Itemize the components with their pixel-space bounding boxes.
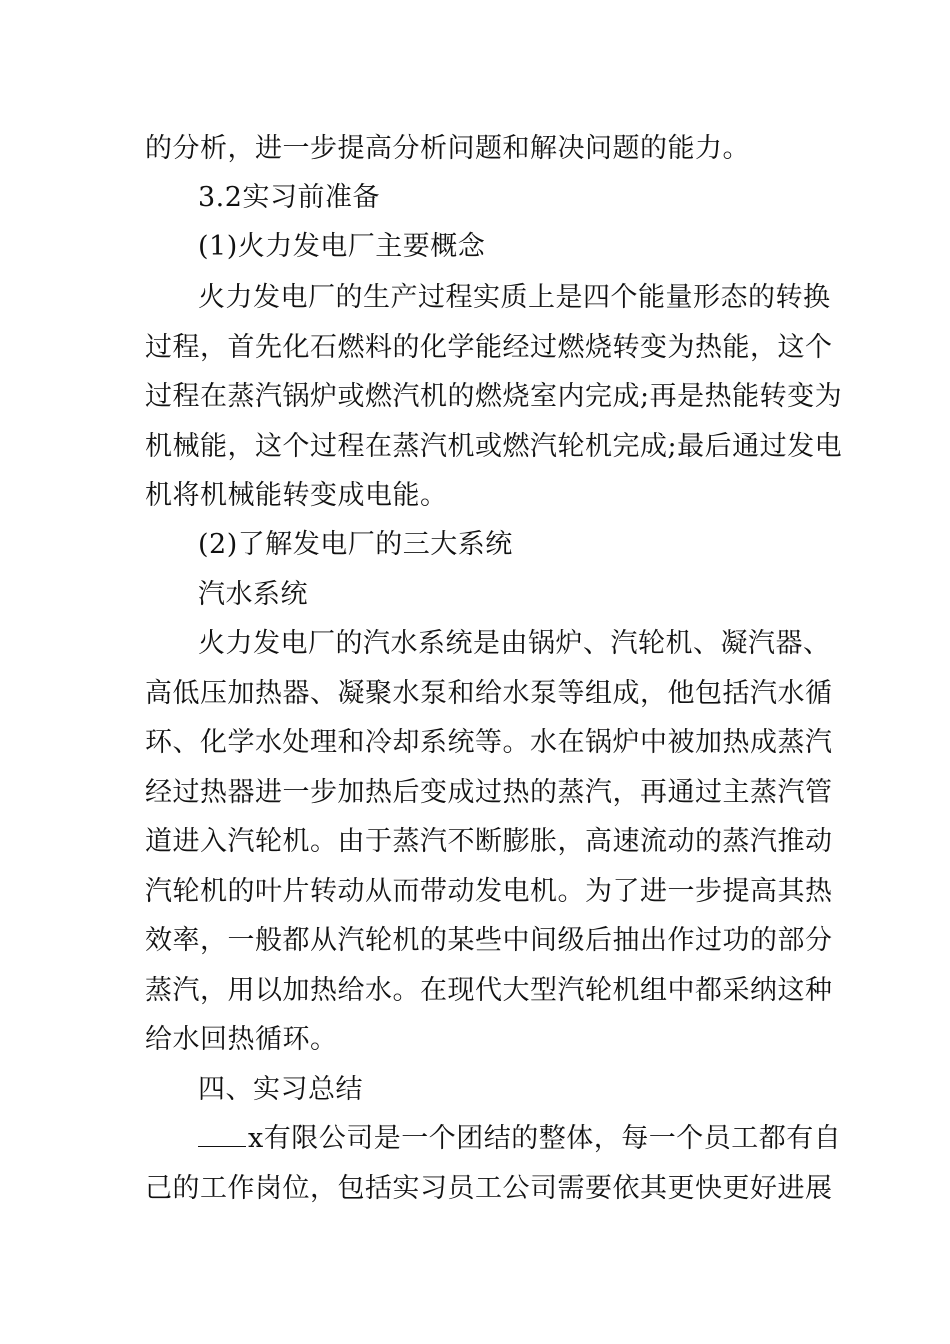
paragraph-line: 道进入汽轮机。由于蒸汽不断膨胀，高速流动的蒸汽推动 xyxy=(145,826,833,857)
paragraph-line: 机将机械能转变成电能。 xyxy=(145,480,448,511)
paragraph-line: 机械能，这个过程在蒸汽机或燃汽轮机完成;最后通过发电 xyxy=(145,431,843,462)
paragraph-line: 过程在蒸汽锅炉或燃汽机的燃烧室内完成;再是热能转变为 xyxy=(145,381,843,412)
paragraph-line: 蒸汽，用以加热给水。在现代大型汽轮机组中都采纳这种 xyxy=(145,975,833,1006)
paragraph-line-with-blank xyxy=(198,1122,841,1156)
paragraph-line: 经过热器进一步加热后变成过热的蒸汽，再通过主蒸汽管 xyxy=(145,777,833,808)
paragraph-line: 高低压加热器、凝聚水泵和给水泵等组成，他包括汽水循 xyxy=(145,678,833,709)
paragraph-line: 过程，首先化石燃料的化学能经过燃烧转变为热能，这个 xyxy=(145,332,833,363)
section-heading-4: 四、实习总结 xyxy=(198,1074,363,1105)
section-heading-3-2: 3.2实习前准备 xyxy=(198,182,380,213)
subheading-steam-water-system: 汽水系统 xyxy=(198,579,308,610)
subheading-2: (2)了解发电厂的三大系统 xyxy=(198,529,513,560)
paragraph-line: 的分析，进一步提高分析问题和解决问题的能力。 xyxy=(145,133,750,164)
paragraph-line: 给水回热循环。 xyxy=(145,1024,338,1055)
paragraph-line: 环、化学水处理和冷却系统等。水在锅炉中被加热成蒸汽 xyxy=(145,727,833,758)
paragraph-line: 己的工作岗位，包括实习员工公司需要依其更快更好进展 xyxy=(145,1173,833,1204)
paragraph-line: 效率，一般都从汽轮机的某些中间级后抽出作过功的部分 xyxy=(145,925,833,956)
paragraph-line: 火力发电厂的生产过程实质上是四个能量形态的转换 xyxy=(198,282,831,313)
subheading-1: (1)火力发电厂主要概念 xyxy=(198,231,486,262)
fill-in-blank xyxy=(198,1124,246,1147)
paragraph-line: 汽轮机的叶片转动从而带动发电机。为了进一步提高其热 xyxy=(145,876,833,907)
paragraph-line: 火力发电厂的汽水系统是由锅炉、汽轮机、凝汽器、 xyxy=(198,628,831,659)
paragraph-text: x有限公司是一个团结的整体，每一个员工都有自 xyxy=(248,1123,842,1154)
